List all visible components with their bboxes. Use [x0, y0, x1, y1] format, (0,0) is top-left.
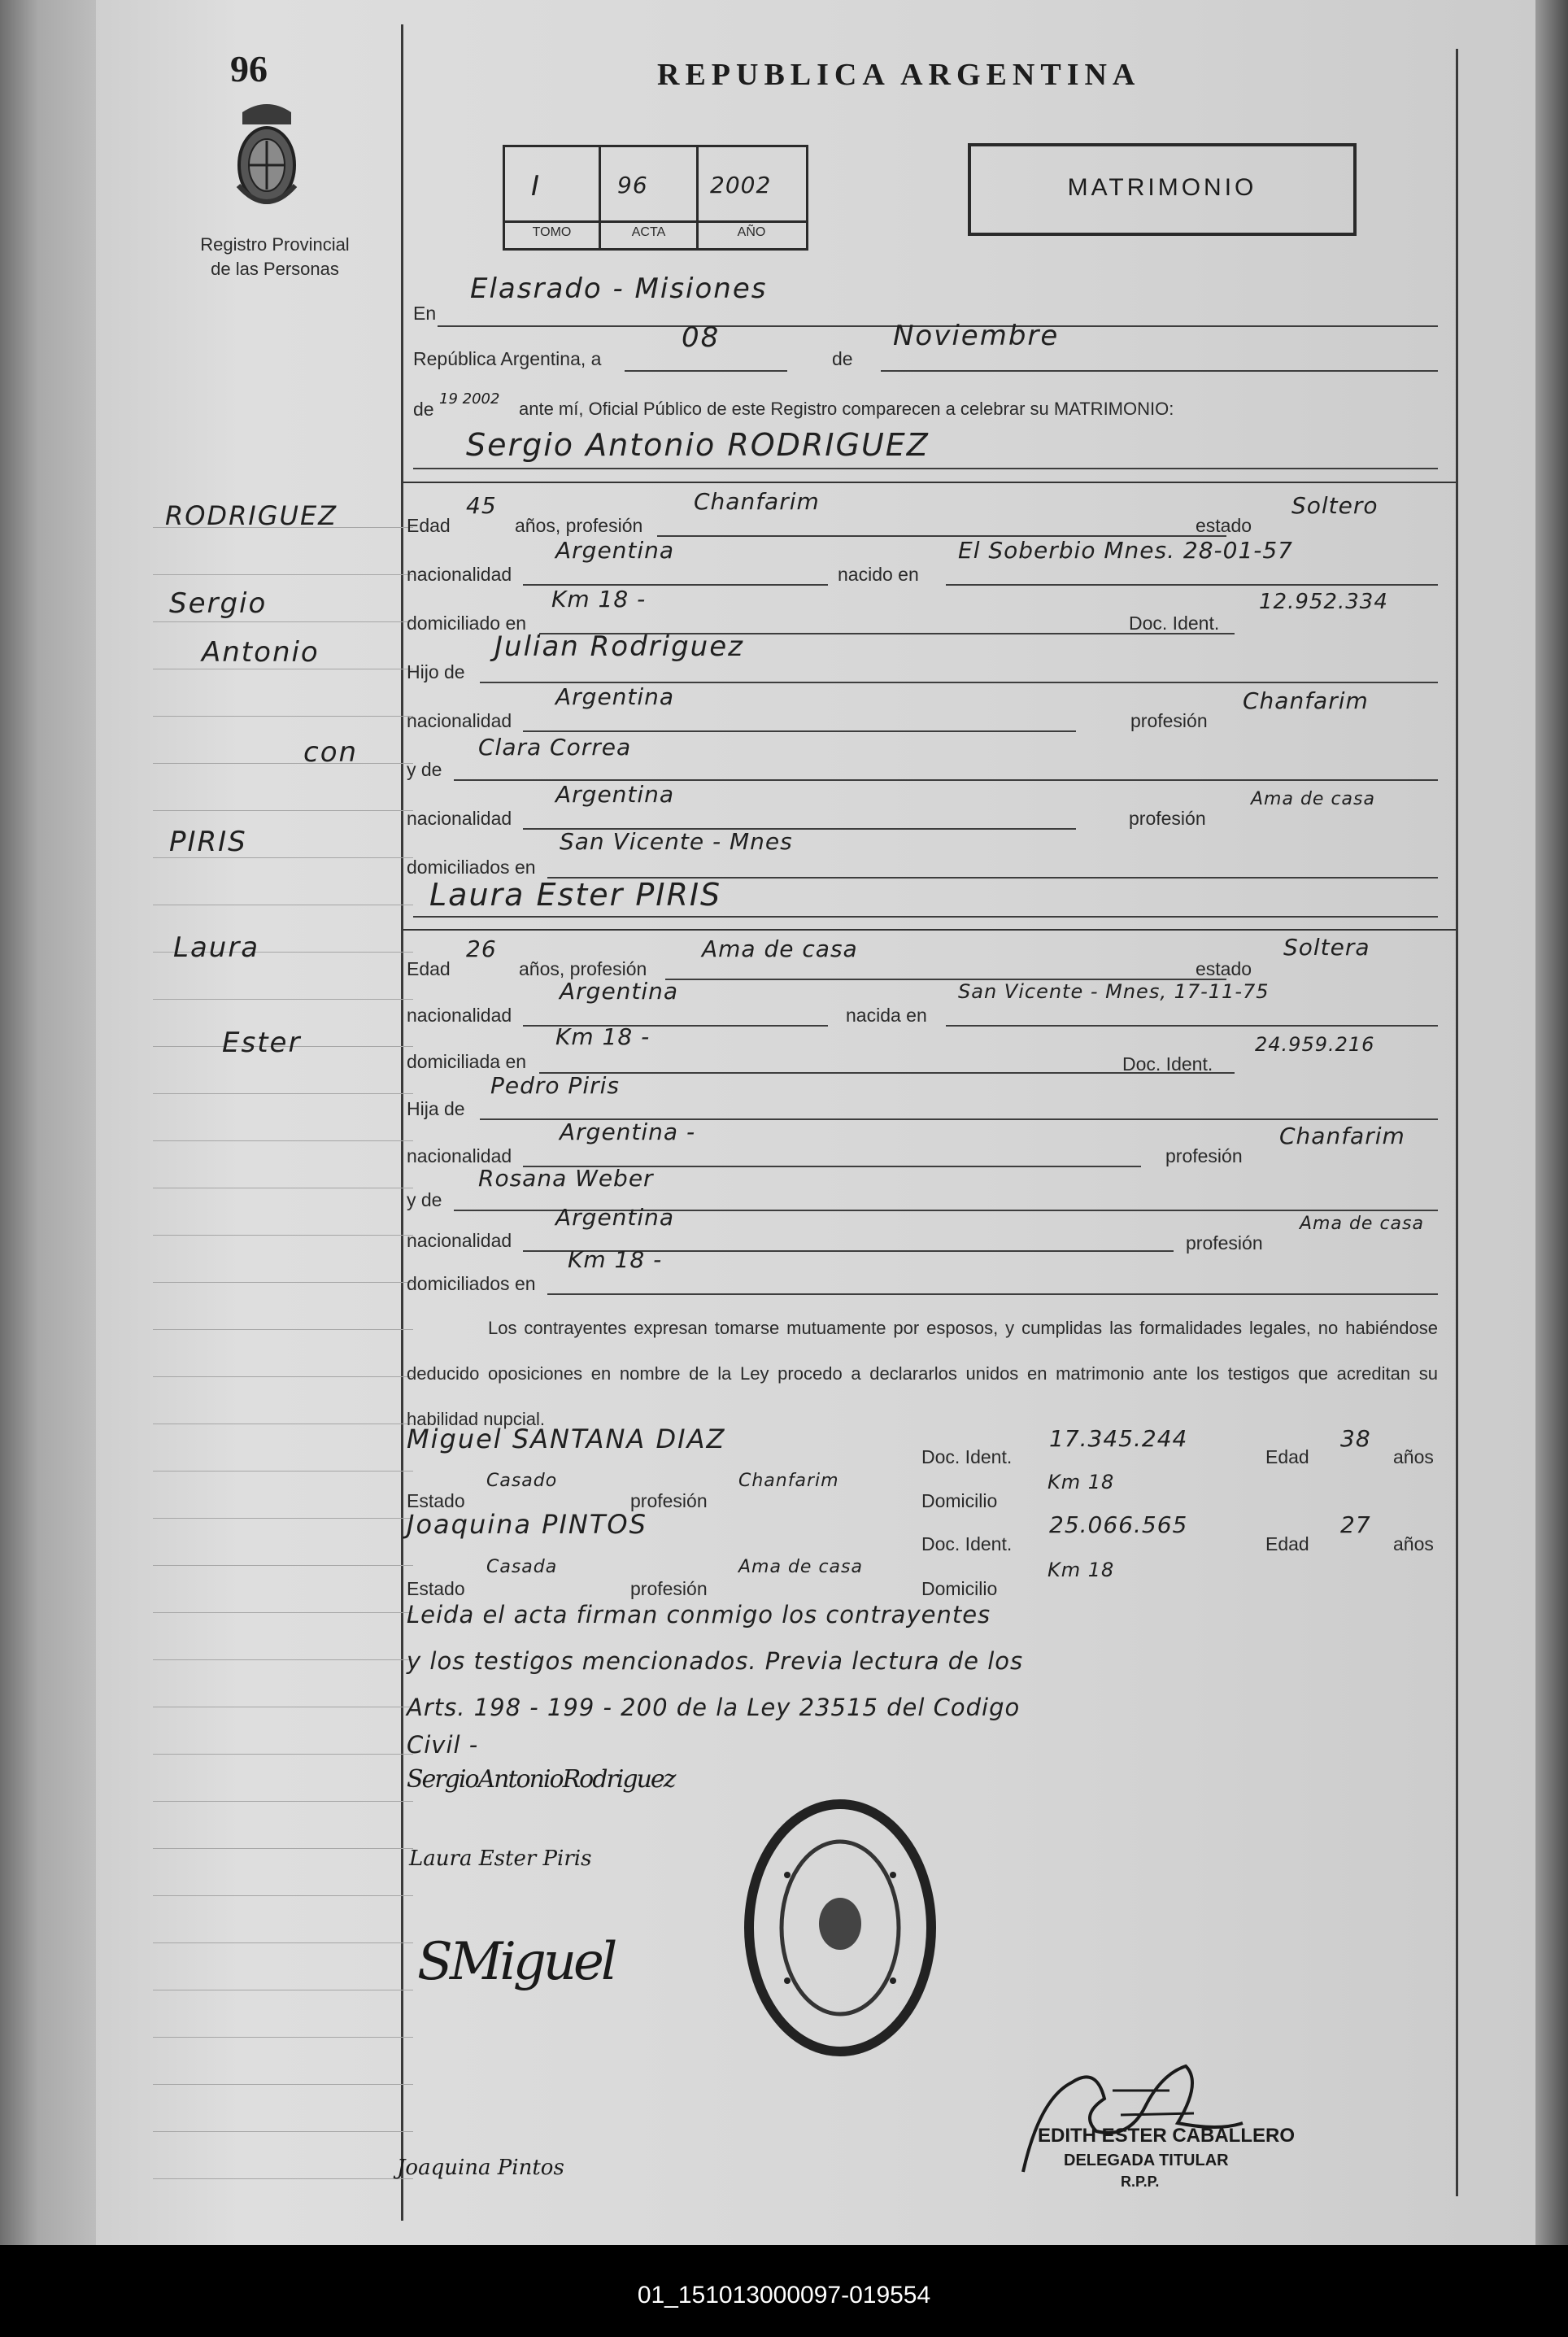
margin-bride-name1: Laura: [173, 931, 260, 964]
witness2-signature: Joaquina Pintos: [397, 2156, 564, 2180]
margin-groom-name2: Antonio: [202, 636, 320, 669]
witness2-profesion: Ama de casa: [738, 1557, 863, 1577]
bride-dom-label: domiciliada en: [407, 1051, 527, 1072]
witness1-profesion: Chanfarim: [738, 1471, 839, 1491]
witness2-domicilio: Km 18: [1048, 1559, 1115, 1581]
footer-id: 01_151013000097-019554: [637, 2282, 931, 2309]
witness1-name: Miguel SANTANA DIAZ: [407, 1424, 726, 1454]
bride-anos-label: años, profesión: [519, 958, 647, 979]
tomo-label: TOMO: [532, 225, 572, 239]
groom-nac-label: nacionalidad: [407, 564, 512, 585]
bride-nacionalidad: Argentina: [560, 978, 679, 1005]
statement-text: ante mí, Oficial Público de este Registro comparecen a celebrar su MATRIMONIO:: [519, 399, 1174, 419]
bride-edad-label: Edad: [407, 958, 451, 979]
bride-nac-label: nacionalidad: [407, 1005, 512, 1026]
witness2-doc-label: Doc. Ident.: [921, 1533, 1013, 1554]
bride-profesion: Ama de casa: [702, 935, 858, 962]
witness1-signature: SMiguel: [417, 1932, 615, 1992]
witness1-doc: 17.345.244: [1049, 1425, 1188, 1452]
official-stamp-org: R.P.P.: [1121, 2173, 1160, 2190]
country-title: REPUBLICA ARGENTINA: [657, 58, 1141, 92]
bride-nacida-label: nacida en: [846, 1005, 927, 1026]
note-line-1: Leida el acta firman conmigo los contrayentes: [407, 1601, 991, 1628]
bride-madre-prof-label: profesión: [1186, 1232, 1263, 1254]
groom-nacido: El Soberbio Mnes. 28-01-57: [958, 537, 1293, 564]
bride-padres-dom-label: domiciliados en: [407, 1273, 536, 1294]
groom-doc-label: Doc. Ident.: [1129, 613, 1220, 634]
witness2-name: Joaquina PINTOS: [407, 1509, 647, 1540]
groom-estado-label: estado: [1196, 515, 1252, 536]
note-line-2: y los testigos mencionados. Previa lectura de los: [407, 1647, 1024, 1675]
witness2-edad: 27: [1340, 1511, 1371, 1538]
witness2-edad-label: Edad: [1265, 1533, 1309, 1554]
groom-madre: Clara Correa: [478, 734, 632, 761]
groom-padre-prof-label: profesión: [1130, 710, 1208, 731]
registry-line-2: de las Personas: [211, 259, 339, 279]
groom-doc: 12.952.334: [1259, 590, 1388, 614]
witness1-anos-label: años: [1393, 1446, 1434, 1467]
witness2-estado: Casada: [486, 1557, 558, 1577]
registry-ref-box: [503, 145, 808, 251]
place-value: Elasrado - Misiones: [470, 273, 768, 305]
bride-padre-prof-label: profesión: [1165, 1145, 1243, 1166]
republica-label: República Argentina, a: [413, 348, 602, 369]
year-value: 19 2002: [439, 390, 500, 408]
groom-profesion: Chanfarim: [694, 488, 820, 515]
bride-yde-label: y de: [407, 1189, 442, 1210]
witness1-edad-label: Edad: [1265, 1446, 1309, 1467]
margin-bride-surname: PIRIS: [169, 826, 247, 858]
witness1-estado-label: Estado: [407, 1490, 465, 1511]
witness1-edad: 38: [1340, 1425, 1371, 1452]
groom-domicilio: Km 18 -: [551, 586, 647, 613]
month-value: Noviembre: [893, 320, 1060, 352]
tomo-value: I: [531, 170, 542, 203]
groom-padre-nac: Argentina: [555, 683, 675, 710]
en-label: En: [413, 303, 437, 324]
bride-nacida: San Vicente - Mnes, 17-11-75: [958, 980, 1270, 1003]
note-line-4: Civil -: [407, 1731, 479, 1759]
groom-nacionalidad: Argentina: [555, 537, 675, 564]
groom-padre: Julian Rodriguez: [494, 630, 744, 663]
bride-padre-nac: Argentina -: [560, 1118, 696, 1145]
groom-padre-nac-label: nacionalidad: [407, 710, 512, 731]
margin-groom-surname: RODRIGUEZ: [165, 500, 338, 531]
groom-madre-nac-label: nacionalidad: [407, 808, 512, 829]
groom-signature: SergioAntonioRodriguez: [407, 1765, 675, 1794]
groom-nacido-label: nacido en: [838, 564, 919, 585]
witness2-prof-label: profesión: [630, 1578, 708, 1599]
document-page: [96, 0, 1535, 2245]
bride-doc: 24.959.216: [1255, 1033, 1375, 1056]
bride-madre-prof: Ama de casa: [1300, 1214, 1424, 1234]
groom-madre-prof-label: profesión: [1129, 808, 1206, 829]
margin-groom-name1: Sergio: [169, 587, 268, 620]
groom-padres-dom: San Vicente - Mnes: [560, 828, 793, 855]
margin-bride-name2: Ester: [222, 1027, 302, 1059]
de19-label: de: [413, 399, 434, 420]
anio-label: AÑO: [737, 225, 766, 239]
acta-label: ACTA: [631, 225, 666, 239]
acta-value: 96: [617, 172, 648, 198]
groom-estado: Soltero: [1291, 492, 1379, 519]
groom-dom-label: domiciliado en: [407, 613, 527, 634]
day-value: 08: [682, 321, 721, 354]
bride-madre-nac: Argentina: [555, 1204, 675, 1231]
groom-edad: 45: [466, 492, 497, 519]
groom-padre-prof: Chanfarim: [1243, 687, 1369, 714]
witness2-doc: 25.066.565: [1049, 1511, 1188, 1538]
groom-edad-label: Edad: [407, 515, 451, 536]
bride-estado: Soltera: [1283, 934, 1370, 961]
groom-madre-prof: Ama de casa: [1251, 789, 1375, 809]
bride-hija-label: Hija de: [407, 1098, 465, 1119]
bride-madre-nac-label: nacionalidad: [407, 1230, 512, 1251]
bride-signature: Laura Ester Piris: [409, 1846, 592, 1871]
bride-padre: Pedro Piris: [490, 1072, 620, 1099]
witness2-dom-label: Domicilio: [921, 1578, 998, 1599]
groom-padres-dom-label: domiciliados en: [407, 857, 536, 878]
witness2-estado-label: Estado: [407, 1578, 465, 1599]
registry-line-1: Registro Provincial: [200, 234, 350, 255]
witness1-domicilio: Km 18: [1048, 1471, 1115, 1493]
margin-con: con: [303, 736, 359, 769]
page-number: 96: [230, 48, 268, 89]
bride-doc-label: Doc. Ident.: [1122, 1053, 1213, 1075]
bride-padres-dom: Km 18 -: [568, 1246, 663, 1273]
bride-full-name: Laura Ester PIRIS: [429, 877, 722, 913]
book-right-edge: [1535, 0, 1568, 2245]
groom-anos-label: años, profesión: [515, 515, 643, 536]
groom-yde-label: y de: [407, 759, 442, 780]
margin-divider: [401, 24, 403, 2221]
anio-value: 2002: [710, 172, 772, 198]
official-stamp-title: DELEGADA TITULAR: [1064, 2152, 1229, 2169]
witness2-anos-label: años: [1393, 1533, 1434, 1554]
note-line-3: Arts. 198 - 199 - 200 de la Ley 23515 del Codigo: [407, 1694, 1021, 1721]
bride-padre-nac-label: nacionalidad: [407, 1145, 512, 1166]
bride-domicilio: Km 18 -: [555, 1023, 651, 1050]
witness1-estado: Casado: [486, 1471, 558, 1491]
bride-padre-prof: Chanfarim: [1279, 1123, 1405, 1149]
act-type-box: [968, 143, 1357, 236]
groom-madre-nac: Argentina: [555, 781, 675, 808]
groom-full-name: Sergio Antonio RODRIGUEZ: [466, 427, 930, 463]
groom-hijo-label: Hijo de: [407, 661, 465, 682]
declaration-text: Los contrayentes expresan tomarse mutuamente por esposos, y cumplidas las formalidades legales, no habiéndose deducido oposiciones en nombre de la Ley procedo a declararlos unidos en matrimonio ante los testigos que acreditan su habilidad nupcial.: [407, 1318, 1438, 1429]
witness1-doc-label: Doc. Ident.: [921, 1446, 1013, 1467]
right-border: [1456, 49, 1458, 2196]
bride-edad: 26: [466, 935, 497, 962]
bride-madre: Rosana Weber: [478, 1165, 654, 1192]
de-label: de: [832, 348, 853, 369]
official-stamp-name: EDITH ESTER CABALLERO: [1038, 2125, 1296, 2147]
act-type: MATRIMONIO: [1067, 174, 1257, 201]
coat-of-arms-icon: [226, 96, 307, 218]
registry-seal-icon: [738, 1794, 942, 2062]
book-left-edge: [0, 0, 96, 2245]
witness1-prof-label: profesión: [630, 1490, 708, 1511]
witness1-dom-label: Domicilio: [921, 1490, 998, 1511]
bride-estado-label: estado: [1196, 958, 1252, 979]
